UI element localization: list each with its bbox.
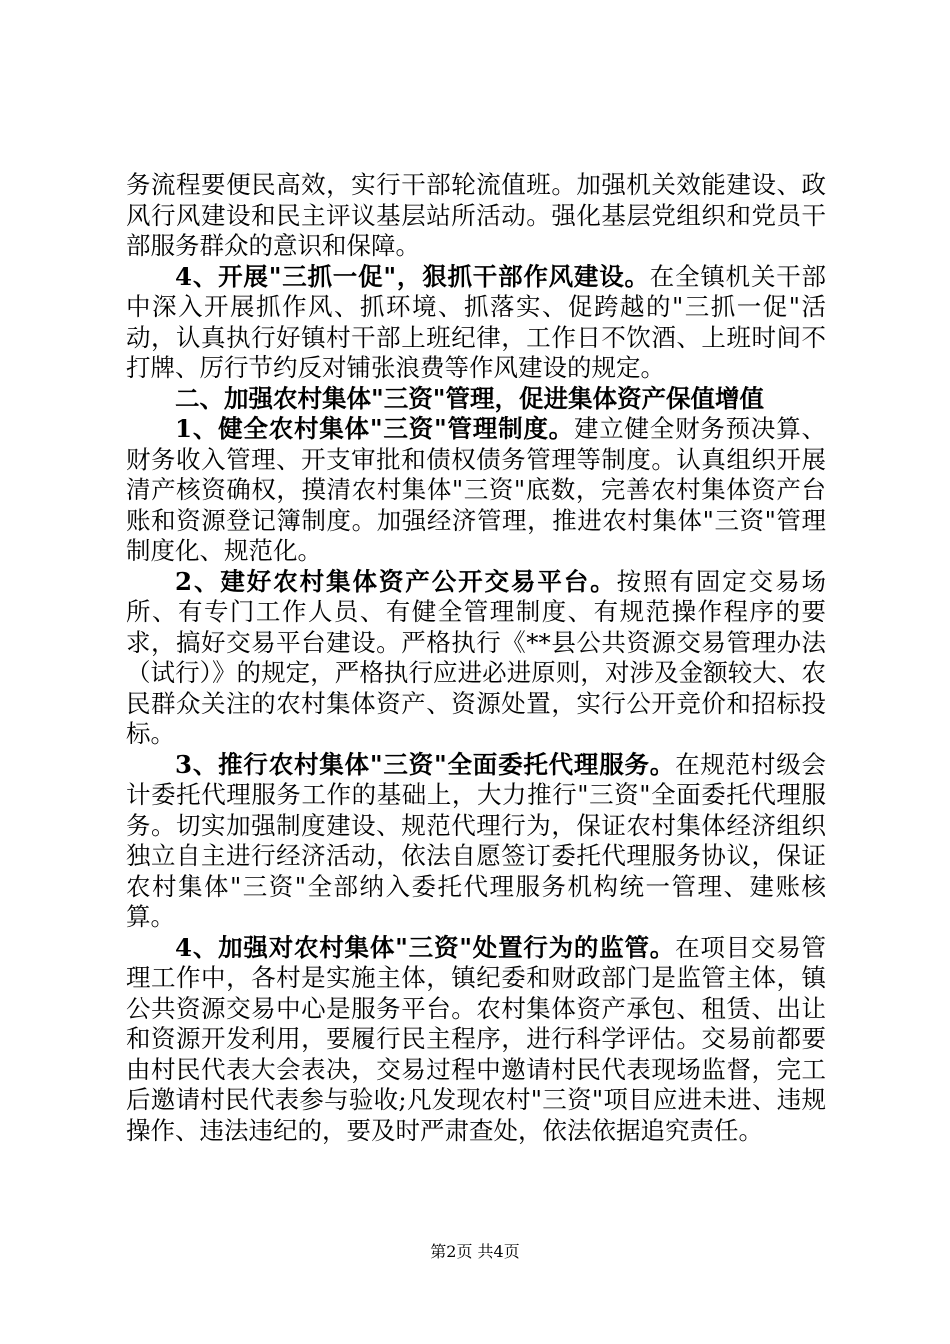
paragraph-lead: 2、建好农村集体资产公开交易平台。 — [175, 566, 617, 596]
section-heading-2 — [126, 384, 826, 415]
paragraph-body: 按照有固定交易场所、有专门工作人员、有健全管理制度、有规范操作程序的要求，搞好交易平台建设。严格执行《**县公共资源交易管理办法（试行）》的规定，严格执行应进必进原则，对涉及金额较大、农民群众关注的农村集体资产、资源处置，实行公开竞价和招标投标。 — [126, 566, 827, 748]
paragraph-item-1 — [126, 414, 826, 567]
paragraph-continuation — [126, 170, 826, 262]
section-heading-text: 二、加强农村集体"三资"管理，促进集体资产保值增值 — [175, 383, 765, 413]
paragraph-item-4-style — [126, 262, 826, 384]
page-footer — [0, 1242, 950, 1262]
paragraph-body: 在规范村级会计委托代理服务工作的基础上，大力推行"三资"全面委托代理服务。切实加强制度建设、规范代理行为，保证农村集体经济组织独立自主进行经济活动，依法自愿签订委托代理服务协议，保证农村集体"三资"全部纳入委托代理服务机构统一管理、建账核算。 — [126, 749, 827, 931]
paragraph-body: 在全镇机关干部中深入开展抓作风、抓环境、抓落实、促跨越的"三抓一促"活动，认真执行好镇村干部上班纪律，工作日不饮酒、上班时间不打牌、厉行节约反对铺张浪费等作风建设的规定。 — [126, 261, 827, 382]
paragraph-item-4 — [126, 933, 826, 1147]
page-number: 第2页 共4页 — [430, 1242, 520, 1261]
document-body — [126, 170, 826, 1146]
paragraph-item-2 — [126, 567, 826, 750]
paragraph-lead: 4、加强对农村集体"三资"处置行为的监管。 — [175, 932, 676, 962]
paragraph-item-3 — [126, 750, 826, 933]
paragraph-body: 建立健全财务预决算、财务收入管理、开支审批和债权债务管理等制度。认真组织开展清产核资确权，摸清农村集体"三资"底数，完善农村集体资产台账和资源登记簿制度。加强经济管理，推进农村集体"三资"管理制度化、规范化。 — [126, 414, 827, 565]
paragraph-lead: 1、健全农村集体"三资"管理制度。 — [175, 414, 574, 443]
paragraph-body: 在项目交易管理工作中，各村是实施主体，镇纪委和财政部门是监管主体，镇公共资源交易中心是服务平台。农村集体资产承包、租赁、出让和资源开发利用，要履行民主程序，进行科学评估。交易前都要由村民代表大会表决，交易过程中邀请村民代表现场监督，完工后邀请村民代表参与验收;凡发现农村"三资"项目应进未进、违规操作、违法违纪的，要及时严肃查处，依法依据追究责任。 — [126, 932, 827, 1145]
paragraph-lead: 3、推行农村集体"三资"全面委托代理服务。 — [175, 749, 676, 779]
paragraph-body: 务流程要便民高效，实行干部轮流值班。加强机关效能建设、政风行风建设和民主评议基层站所活动。强化基层党组织和党员干部服务群众的意识和保障。 — [126, 170, 826, 260]
paragraph-lead: 4、开展"三抓一促"，狠抓干部作风建设。 — [175, 261, 650, 291]
